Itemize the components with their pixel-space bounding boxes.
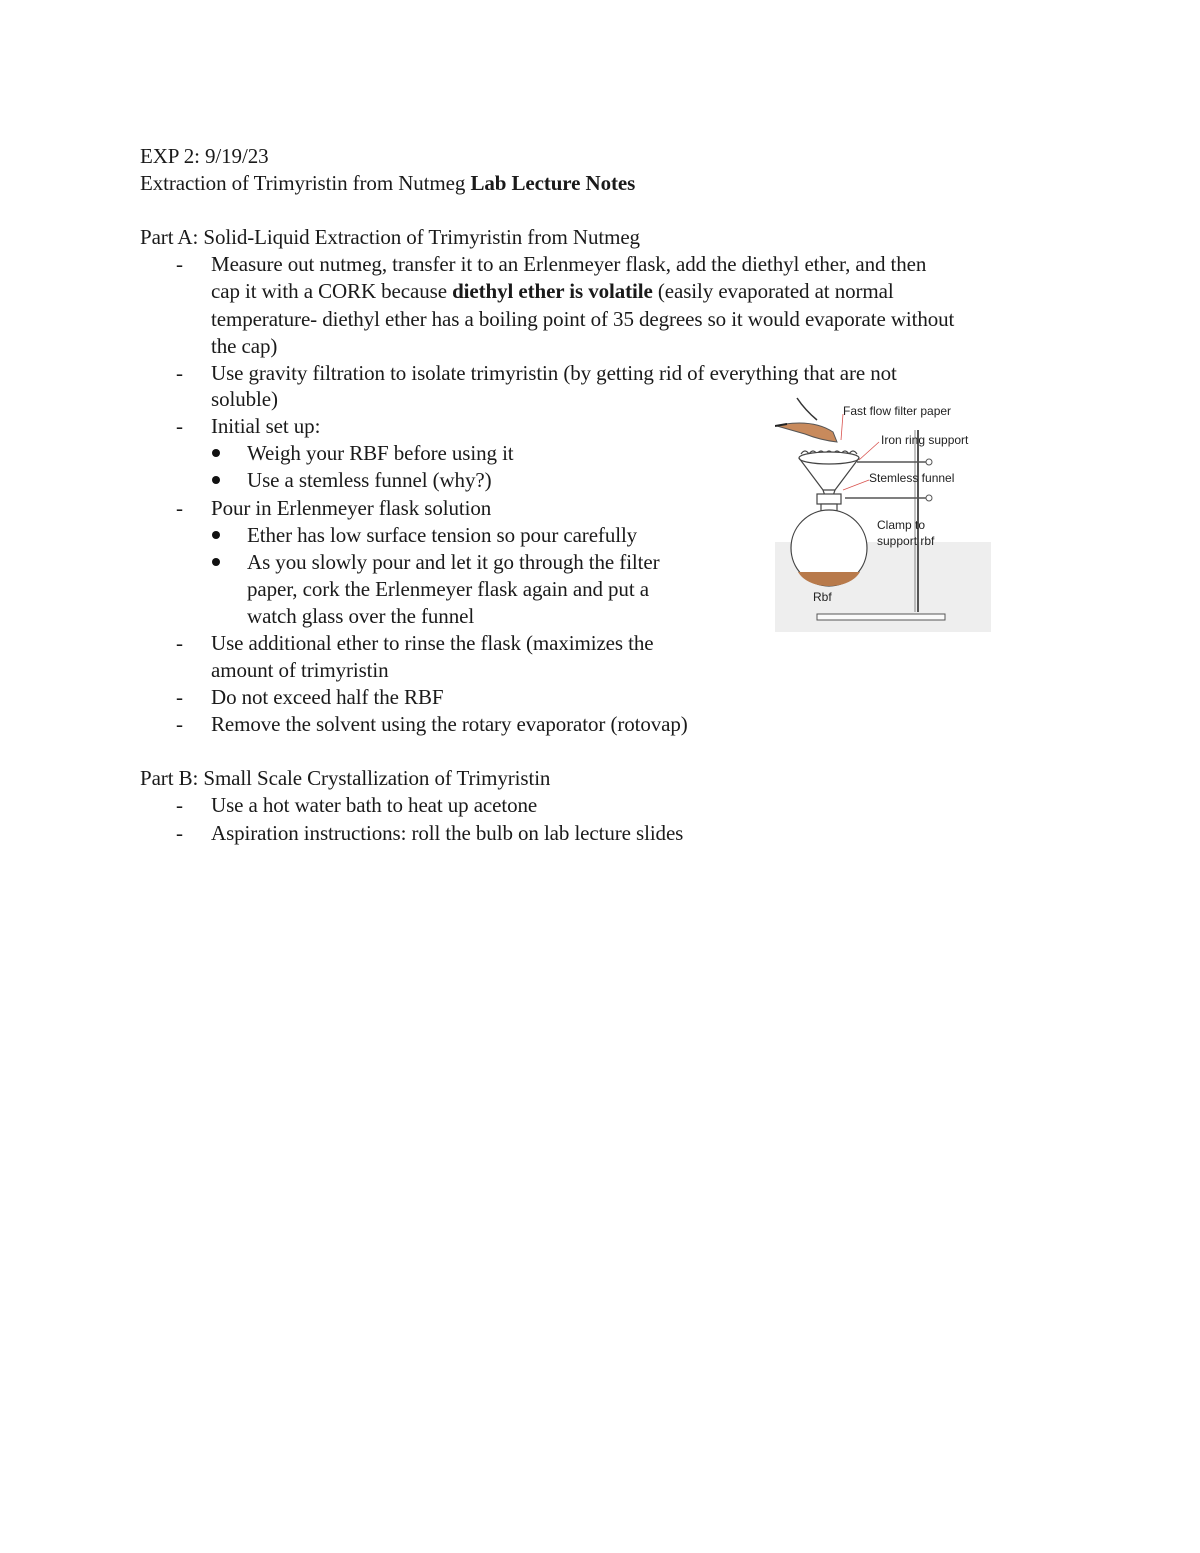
dash-marker: - bbox=[176, 712, 183, 736]
item1-bold: diethyl ether is volatile bbox=[452, 279, 653, 303]
dash-marker: - bbox=[176, 252, 183, 276]
part-a-item4-sub2-line2: paper, cork the Erlenmeyer flask again and put a bbox=[247, 577, 649, 601]
item1-pre: cap it with a CORK because bbox=[211, 279, 453, 303]
label-filter-paper: Fast flow filter paper bbox=[843, 404, 952, 418]
part-a-item5-line2: amount of trimyristin bbox=[211, 658, 389, 682]
part-a-item4-sub1: Ether has low surface tension so pour carefully bbox=[247, 523, 638, 547]
bullet-dot bbox=[212, 558, 220, 566]
bullet-dot bbox=[212, 476, 220, 484]
header-date: EXP 2: 9/19/23 bbox=[140, 144, 269, 168]
label-iron-ring: Iron ring support bbox=[881, 433, 969, 447]
label-stemless-funnel: Stemless funnel bbox=[869, 471, 955, 485]
part-a-item4-sub2-line1: As you slowly pour and let it go through the filter bbox=[247, 550, 660, 574]
part-a-item3-sub2: Use a stemless funnel (why?) bbox=[247, 468, 492, 492]
filtration-setup-figure bbox=[775, 390, 991, 632]
document-title bbox=[140, 170, 635, 197]
part-a-item2-line2: soluble) bbox=[211, 387, 278, 411]
part-a-item3: Initial set up: bbox=[211, 414, 321, 438]
dash-marker: - bbox=[176, 821, 183, 845]
part-a-item6: Do not exceed half the RBF bbox=[211, 685, 444, 709]
part-a-item2-line1: Use gravity filtration to isolate trimyristin (by getting rid of everything that are not bbox=[211, 361, 897, 385]
part-a-item7: Remove the solvent using the rotary evaporator (rotovap) bbox=[211, 712, 688, 736]
bullet-dot bbox=[212, 449, 220, 457]
part-a-item3-sub1: Weigh your RBF before using it bbox=[247, 441, 514, 465]
dash-marker: - bbox=[176, 496, 183, 520]
part-a-item1-line4: the cap) bbox=[211, 334, 278, 358]
part-a-item1-line3: temperature- diethyl ether has a boiling point of 35 degrees so it would evaporate without bbox=[211, 307, 955, 331]
part-a-item4: Pour in Erlenmeyer flask solution bbox=[211, 496, 492, 520]
dash-marker: - bbox=[176, 361, 183, 385]
dash-marker: - bbox=[176, 685, 183, 709]
bullet-dot bbox=[212, 531, 220, 539]
item1-post: (easily evaporated at normal bbox=[652, 279, 894, 303]
title-plain: Extraction of Trimyristin from Nutmeg bbox=[140, 171, 471, 195]
part-a-heading: Part A: Solid-Liquid Extraction of Trimyristin from Nutmeg bbox=[140, 225, 640, 249]
part-b-item1: Use a hot water bath to heat up acetone bbox=[211, 793, 538, 817]
part-a-item1-line2 bbox=[211, 278, 894, 305]
title-bold: Lab Lecture Notes bbox=[470, 171, 636, 195]
part-b-heading: Part B: Small Scale Crystallization of Trimyristin bbox=[140, 766, 551, 790]
dash-marker: - bbox=[176, 793, 183, 817]
dash-marker: - bbox=[176, 414, 183, 438]
label-rbf: Rbf bbox=[813, 590, 832, 604]
label-clamp-line1: Clamp to bbox=[877, 518, 926, 532]
part-a-item1-line1: Measure out nutmeg, transfer it to an Erlenmeyer flask, add the diethyl ether, and then bbox=[211, 252, 927, 276]
part-a-item5-line1: Use additional ether to rinse the flask (maximizes the bbox=[211, 631, 654, 655]
label-clamp-line2: support rbf bbox=[877, 534, 935, 548]
part-a-item4-sub2-line3: watch glass over the funnel bbox=[247, 604, 475, 628]
dash-marker: - bbox=[176, 631, 183, 655]
filtration-diagram bbox=[775, 390, 991, 632]
part-b-item2: Aspiration instructions: roll the bulb on lab lecture slides bbox=[211, 821, 684, 845]
